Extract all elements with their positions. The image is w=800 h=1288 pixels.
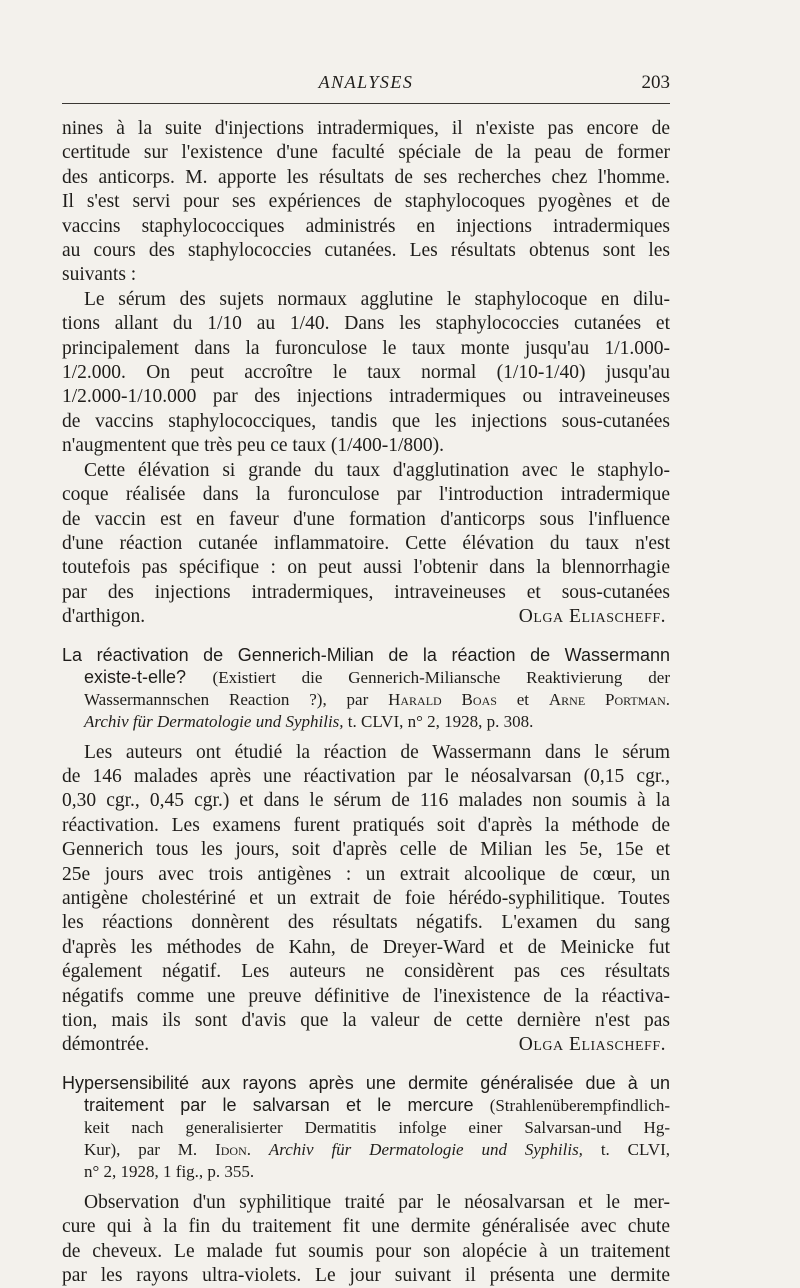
text-line: de vaccin est en faveur d'une formation d'anticorps sous l'influence <box>62 508 670 530</box>
section-gap <box>62 1058 670 1072</box>
section-gap <box>62 630 670 644</box>
text-line: de 146 malades après une réactivation par le néosalvarsan (0,15 cgr., <box>62 765 670 787</box>
journal-reference <box>62 1139 670 1161</box>
text-line: 1/2.000-1/10.000 par des injections intradermiques ou intraveineuses <box>62 386 670 408</box>
text-line: d'une réaction cutanée inflammatoire. Cette élévation du taux n'est <box>62 532 670 554</box>
text-line: les réactions donnèrent des résultats négatifs. L'examen du sang <box>62 912 670 934</box>
author-name: Idon. <box>215 1139 251 1159</box>
original-title-end: Kur), par M. <box>84 1139 198 1159</box>
article-subtitle-line <box>62 689 670 711</box>
page-body <box>62 117 670 1288</box>
text-line: nines à la suite d'injections intradermiques, il n'existe pas encore de <box>62 118 670 139</box>
text-line: certitude sur l'existence d'une faculté spéciale de la peau de former <box>62 142 670 164</box>
text-line: par les rayons ultra-violets. Le jour suivant il présenta une dermite <box>62 1265 670 1287</box>
text-line: antigène cholestériné et un extrait de foie hérédo-syphilitique. Toutes <box>62 887 670 909</box>
text-line: tions allant du 1/10 au 1/40. Dans les staphylococcies cutanées et <box>62 313 670 335</box>
text-line: 0,30 cgr., 0,45 cgr.) et dans le sérum de 116 malades non soumis à la <box>62 790 670 812</box>
signature-line <box>62 605 670 629</box>
text-line: de cheveux. Le malade fut soumis pour son alopécie à un traitement <box>62 1240 670 1262</box>
text-line: Observation d'un syphilitique traité par le néosalvarsan et le mer- <box>84 1191 670 1213</box>
text-line: cure qui à la fin du traitement fit une dermite généralisée avec chute <box>62 1216 670 1238</box>
text-line: suivants : <box>62 264 137 286</box>
text-line: toutefois pas spécifique : on peut aussi l'obtenir dans la blennorrhagie <box>62 557 670 579</box>
citation: t. CLVI, n° 2, 1928, p. 308. <box>347 711 534 731</box>
text-line: réactivation. Les examens furent pratiqués soit d'après la méthode de <box>62 814 670 836</box>
text-line: 1/2.000. On peut accroître le taux normal (1/10-1/40) jusqu'au <box>62 362 670 384</box>
text-line: négatifs comme une preuve définitive de l'inexistence de la réactiva- <box>62 985 670 1007</box>
running-header <box>62 72 670 96</box>
text-line: coque réalisée dans la furonculose par l'introduction intradermique <box>62 484 670 506</box>
text-line: n'augmentent que très peu ce taux (1/400-1/800). <box>62 435 445 457</box>
article-title-cont: traitement par le salvarsan et le mercure <box>84 1094 474 1115</box>
text-line: d'arthigon. <box>62 606 146 628</box>
article-title: Hypersensibilité aux rayons après une dermite généralisée due à un <box>62 1072 670 1093</box>
author-signature: Olga Eliascheff. <box>518 606 666 628</box>
text-line: tion, mais ils sont d'avis que la valeur de cette dernière n'est pas <box>62 1010 670 1031</box>
text-line: au cours des staphylococcies cutanées. Les résultats obtenus sont les <box>62 240 670 262</box>
article-subtitle-line <box>62 666 670 689</box>
article-body <box>62 741 670 1058</box>
article-body <box>62 1191 670 1288</box>
article-title: La réactivation de Gennerich-Milian de la réaction de Wassermann <box>62 644 670 665</box>
article-subtitle-line <box>62 1094 670 1117</box>
original-title-cont: keit nach generalisierter Dermatitis infolge einer Salvarsan-und Hg- <box>84 1117 670 1137</box>
author-name: Harald Boas <box>388 689 497 709</box>
article-heading <box>62 1072 670 1183</box>
text-line: démontrée. <box>62 1034 150 1056</box>
text-line: par des injections intradermiques, intraveineuses et sous-cutanées <box>62 581 670 603</box>
text-line: Les auteurs ont étudié la réaction de Wassermann dans le sérum <box>84 741 670 763</box>
original-title: (Existiert die Gennerich-Miliansche Reaktivierung der <box>212 667 670 687</box>
article-title-cont: existe-t-elle? <box>84 666 187 687</box>
journal-name: Archiv für Dermatologie und Syphilis, <box>268 1139 583 1159</box>
text-line: Cette élévation si grande du taux d'agglutination avec le staphylo- <box>84 459 670 481</box>
citation: n° 2, 1928, 1 fig., p. 355. <box>84 1161 255 1181</box>
text-line: Le sérum des sujets normaux agglutine le staphylocoque en dilu- <box>84 288 670 310</box>
text-line: d'après les méthodes de Kahn, de Dreyer-Ward et de Meinicke fut <box>62 936 670 958</box>
article-heading <box>62 644 670 733</box>
header-rule <box>62 103 670 104</box>
text-line: vaccins staphylococciques administrés en injections intradermiques <box>62 215 670 237</box>
running-title: ANALYSES <box>318 72 414 92</box>
text-line: principalement dans la furonculose le taux monte jusqu'au 1/1.000- <box>62 337 670 359</box>
original-title: (Strahlenüberempfindlich- <box>489 1095 671 1115</box>
signature-line <box>62 1033 670 1057</box>
text-line: Il s'est servi pour ses expériences de staphylocoques pyogènes et de <box>62 191 670 213</box>
conjunction: et <box>516 689 530 709</box>
original-title-cont: Wassermannschen Reaction ?), par <box>84 689 369 709</box>
citation: t. CLVI, <box>600 1139 671 1159</box>
spacer <box>62 1183 670 1191</box>
spacer <box>62 733 670 741</box>
text-line: également négatif. Les auteurs ne considèrent pas ces résultats <box>62 961 670 983</box>
text-line: Gennerich tous les jours, soit d'après celle de Milian les 5e, 15e et <box>62 839 670 861</box>
section-continuation <box>62 117 670 630</box>
author-name: Arne Portman. <box>548 689 670 709</box>
page-number: 203 <box>641 72 670 93</box>
text-line: 25e jours avec trois antigènes : un extrait alcoolique de cœur, un <box>62 863 670 885</box>
text-line: de vaccins staphylococciques, tandis que les injections sous-cutanées <box>62 410 670 432</box>
author-signature: Olga Eliascheff. <box>518 1034 666 1056</box>
journal-reference <box>62 711 670 733</box>
journal-name: Archiv für Dermatologie und Syphilis, <box>84 711 344 731</box>
text-line: des anticorps. M. apporte les résultats de ses recherches chez l'homme. <box>62 166 670 188</box>
